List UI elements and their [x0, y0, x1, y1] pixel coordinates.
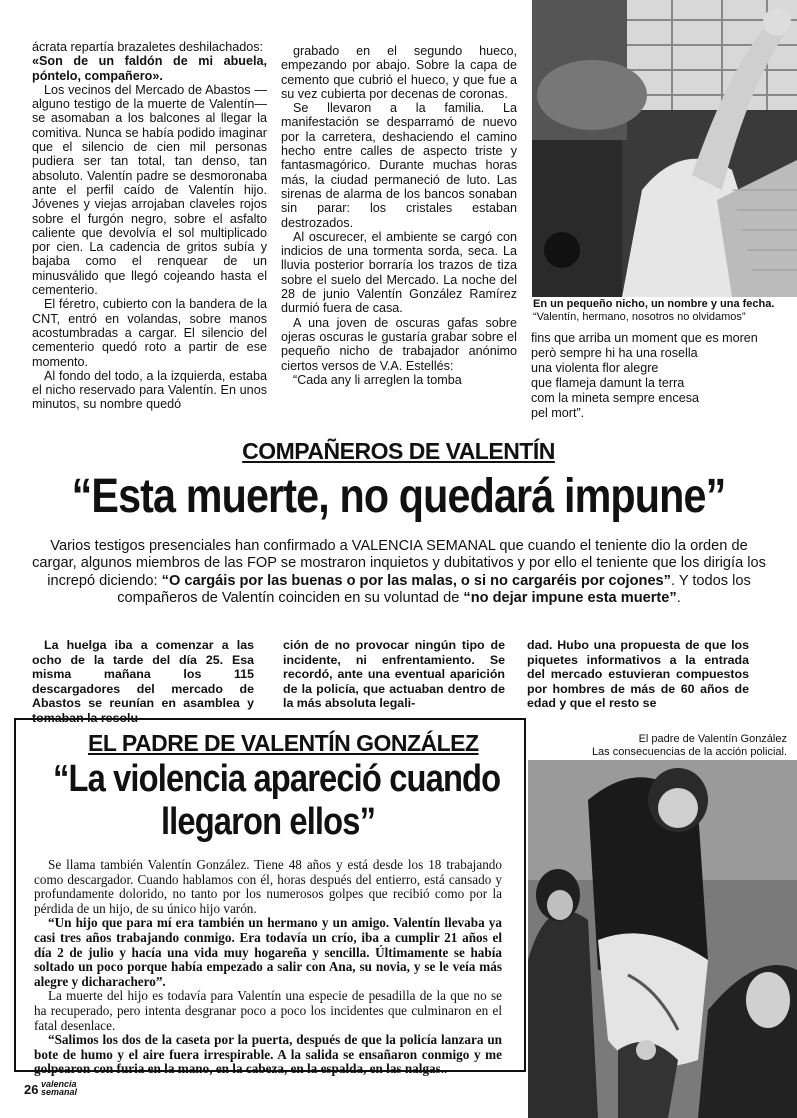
section1-column-2: ción de no provocar ningún tipo de incidente, ni enfrentamiento. Se recordó, ante una eventual aparición de la policía, que actuaban dentro de la más absoluta legali-	[283, 638, 505, 711]
body-paragraph: “Un hijo que para mí era también un hermano y un amigo. Valentín llevaba ya casi tres años trabajando conmigo. Era todavía un crío, iba a cumplir 21 años el día 2 de julio y hacía una vida muy hogareña y sencilla. Últimamente se había soltado un poco porque había empezado a salir con Ana, su novia, y se le veía más alegre y dicharachero”.	[34, 915, 502, 989]
col1-line: ácrata repartía brazaletes deshilachados:	[32, 40, 264, 54]
publication-logo	[41, 1080, 77, 1096]
col1-paragraph: Los vecinos del Mercado de Abastos —alguno testigo de la muerte de Valentín— se asomaban a los balcones al llegar la comitiva. Nunca se había podido imaginar que el silencio de cien mil personas pudiera ser tan total, tan denso, tan absoluto. Valentín padre se desmoronaba ante el perfil caído de Valentín hijo. Jóvenes y viejas arrojaban claveles rojos sobre el furgón negro, sobre el asfalto caliente que devolvía el sol multiplicado por cien. La cadencia de gritos subía y bajaba como el renquear de un minusválido que llegó cojeando hasta el cementerio.	[32, 82, 267, 298]
poem-line: que flameja damunt la terra	[531, 376, 685, 390]
father-photo-image	[528, 760, 797, 1118]
poem-line: com la mineta sempre encesa	[531, 391, 699, 405]
logo-line: semanal	[41, 1087, 78, 1097]
caption-bold: En un pequeño nicho, un nombre y una fecha.	[533, 298, 775, 310]
col2-paragraph: “Cada any li arreglen la tomba	[293, 372, 462, 387]
intro-text: Varios testigos presenciales han confirmado a VALENCIA SEMANAL que cuando el teniente dio la orden de cargar, algunos miembros de las FOP se mostraron inquietos y dubitativos y por ello el teniente que los dirigía los increpó diciendo:	[32, 538, 766, 589]
col1-quote: «Son de un faldón de mi abuela, póntelo, compañero».	[32, 54, 267, 83]
section1-column-1: La huelga iba a comenzar a las ocho de la tarde del día 25. Esa misma mañana los 115 descargadores del mercado de Abastos se reunían en asamblea y tomaban la resolu-	[32, 638, 254, 725]
col2-paragraph: grabado en el segundo hueco, empezando por abajo. Sobre la capa de cemento que cubrió el hueco, y que fue a su vez cubierta por decenas de coronas.	[281, 44, 517, 101]
page-number: 26	[24, 1082, 39, 1097]
cemetery-photo-caption	[533, 298, 795, 324]
section1-headline: “Esta muerte, no quedará impune”	[71, 470, 726, 523]
intro-text: . Y todos los compañeros de Valentín coinciden en su voluntad de	[117, 572, 751, 606]
poem-line: però sempre hi ha una rosella	[531, 346, 698, 360]
poem-line: fins que arriba un moment que es moren	[531, 331, 758, 345]
col1-paragraph: Al fondo del todo, a la izquierda, estaba el nicho reservado para Valentín. En unos minutos, su nombre quedó	[32, 368, 267, 412]
body-paragraph: La muerte del hijo es todavía para Valentín una especie de pesadilla de la que no se ha recuperado, pero intenta desgranar poco a poco los incidentes que culminaron en el fatal desenlace.	[34, 988, 502, 1033]
poem-line: pel mort”.	[531, 406, 585, 420]
intro-quote: “no dejar impune esta muerte”	[463, 589, 677, 606]
caption-text: “Valentín, hermano, nosotros no olvidamos”	[533, 311, 746, 323]
logo-line: valencia	[41, 1079, 77, 1089]
intro-text: .	[676, 589, 681, 606]
article-column-2	[281, 44, 517, 387]
section1-intro	[28, 538, 770, 607]
section2-body	[34, 858, 502, 1077]
headline-line: “La violencia apareció cuando	[53, 758, 501, 800]
caption-line: Las consecuencias de la acción policial.	[591, 746, 787, 758]
col2-paragraph: Al oscurecer, el ambiente se cargó con indicios de una tormenta sorda, seca. La lluvia posterior borraría los trazos de tiza sobre el suelo del Mercado. La noche del 28 de junio Valentín González Ramírez durmió fuera de casa.	[281, 229, 517, 316]
col1-paragraph: El féretro, cubierto con la bandera de la CNT, entró en volandas, sobre manos acostumbradas a cargar. El silencio del cementerio quedó roto a partir de ese momento.	[32, 297, 267, 369]
article-column-1	[32, 40, 267, 412]
body-paragraph: Se llama también Valentín González. Tiene 48 años y está desde los 18 trabajando como descargador. Cuando hablamos con él, horas después del entierro, está cansado y profundamente dolorido, no tanto por los numerosos golpes que recibió como por la pérdida de un hijo, de su único hijo varón.	[34, 857, 502, 916]
cemetery-photo-image	[532, 0, 797, 297]
cemetery-photo	[532, 0, 797, 297]
col2-paragraph: A una joven de oscuras gafas sobre ojeras oscuras le gustaría grabar sobre el pequeño nicho de trabajador anónimo ciertos versos de V.A. Estellés:	[281, 315, 517, 373]
caption-line: El padre de Valentín González	[638, 733, 787, 745]
section2-kicker: EL PADRE DE VALENTÍN GONZÁLEZ	[88, 730, 479, 756]
section2-headline	[18, 757, 518, 843]
col2-paragraph: Se llevaron a la familia. La manifestación se desparramó de nuevo por la carretera, deshaciendo el camino hecho entre calles de aspecto triste y fantasmagórico. Durante muchas horas más, la ciudad permaneció de luto. Las sirenas de alarma de los bancos sonaban sin parar: los cristales estaban destrozados.	[281, 101, 517, 230]
poem-line: una violenta flor alegre	[531, 361, 659, 375]
headline-line: llegaron ellos”	[160, 801, 376, 843]
father-photo	[528, 760, 797, 1118]
intro-quote: “O cargáis por las buenas o por las malas, o si no cargaréis por cojones”	[161, 572, 671, 589]
section1-kicker: COMPAÑEROS DE VALENTÍN	[242, 438, 555, 464]
section1-column-3: dad. Hubo una propuesta de que los piquetes informativos a la entrada del mercado estuvieran compuestos por hombres de más de 60 años de edad y que el resto se	[527, 638, 749, 711]
father-photo-caption	[532, 733, 787, 759]
poem	[531, 331, 781, 421]
body-paragraph: “Salimos los dos de la caseta por la puerta, después de que la policía lanzara un bote de humo y el aire fuera irrespirable. A la salida se ensañaron conmigo y me golpearon con furia en la mano, en la cabeza, en la espalda, en las nalgas..	[34, 1032, 502, 1077]
